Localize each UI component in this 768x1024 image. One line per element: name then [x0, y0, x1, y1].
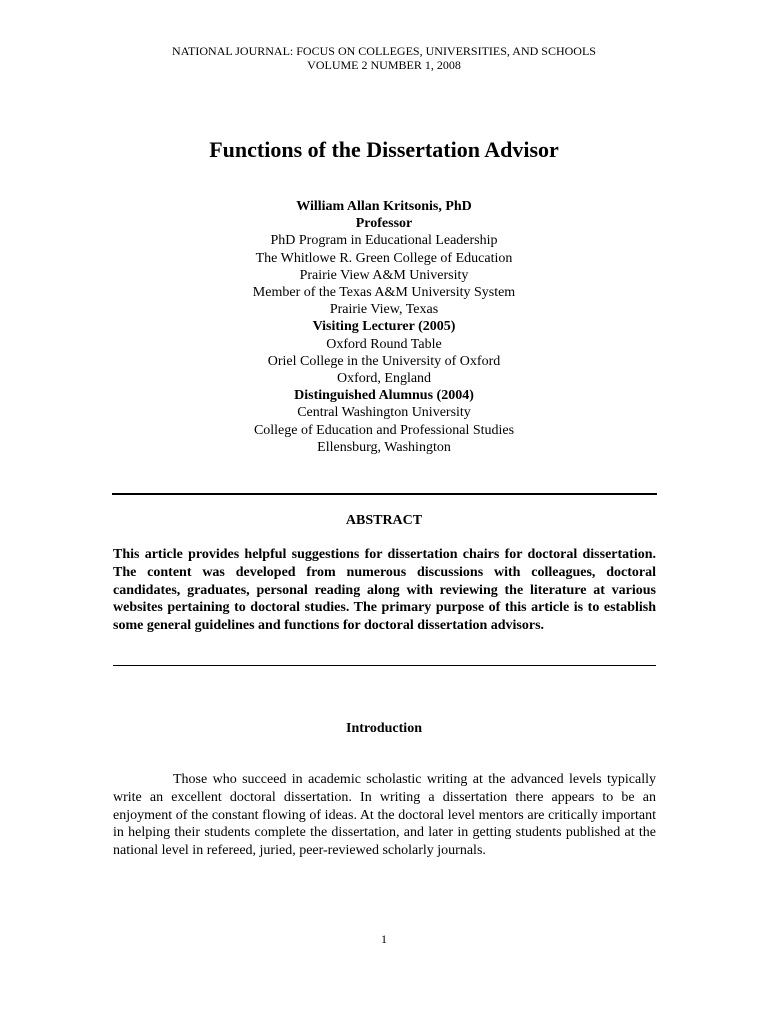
- affiliation-line: Member of the Texas A&M University System: [252, 285, 516, 301]
- affiliation-line: Oriel College in the University of Oxford: [267, 353, 501, 369]
- affiliation-line: Oxford Round Table: [326, 336, 442, 352]
- article-title: Functions of the Dissertation Advisor: [209, 137, 559, 162]
- affiliation-line: Ellensburg, Washington: [317, 439, 451, 455]
- author-name: William Allan Kritsonis, PhD: [296, 199, 472, 214]
- author-block: [0, 198, 768, 456]
- introduction-heading: Introduction: [346, 721, 422, 736]
- affiliation-line: Central Washington University: [297, 405, 471, 421]
- affiliation-line: Oxford, England: [336, 371, 432, 387]
- journal-header: [0, 44, 768, 72]
- affiliation-line: The Whitlowe R. Green College of Education: [255, 250, 513, 266]
- abstract-text: This article provides helpful suggestions for dissertation chairs for doctoral dissertation. The content was developed from numerous discussions with colleagues, doctoral candidates, graduates, personal reading along with reviewing the literature at various websites pertaining to doctoral studies. The primary purpose of this article is to establish some general guidelines and functions for doctoral dissertation advisors.: [113, 547, 656, 634]
- visiting-lecturer-heading: Visiting Lecturer (2005): [312, 319, 456, 335]
- section-divider: [112, 493, 657, 495]
- distinguished-alumnus-heading: Distinguished Alumnus (2004): [294, 388, 474, 404]
- affiliation-line: College of Education and Professional Studies: [253, 422, 515, 438]
- affiliation-line: Prairie View A&M University: [299, 267, 469, 283]
- affiliation-line: Prairie View, Texas: [329, 302, 439, 318]
- abstract-heading: ABSTRACT: [345, 513, 423, 528]
- affiliation-line: PhD Program in Educational Leadership: [270, 233, 498, 249]
- volume-info: VOLUME 2 NUMBER 1, 2008: [307, 58, 461, 72]
- journal-name: NATIONAL JOURNAL: FOCUS ON COLLEGES, UNIVERSITIES, AND SCHOOLS: [172, 44, 596, 58]
- author-position: Professor: [355, 216, 413, 232]
- introduction-paragraph: Those who succeed in academic scholastic writing at the advanced levels typically write an excellent doctoral dissertation. In writing a dissertation there appears to be an enjoyment of the constant flowing of ideas. At the doctoral level mentors are critically important in helping their students complete the dissertation, and later in getting students published at the national level in refereed, juried, peer-reviewed scholarly journals.: [113, 772, 656, 859]
- page-number: 1: [381, 932, 387, 946]
- abstract-underline: [113, 665, 656, 666]
